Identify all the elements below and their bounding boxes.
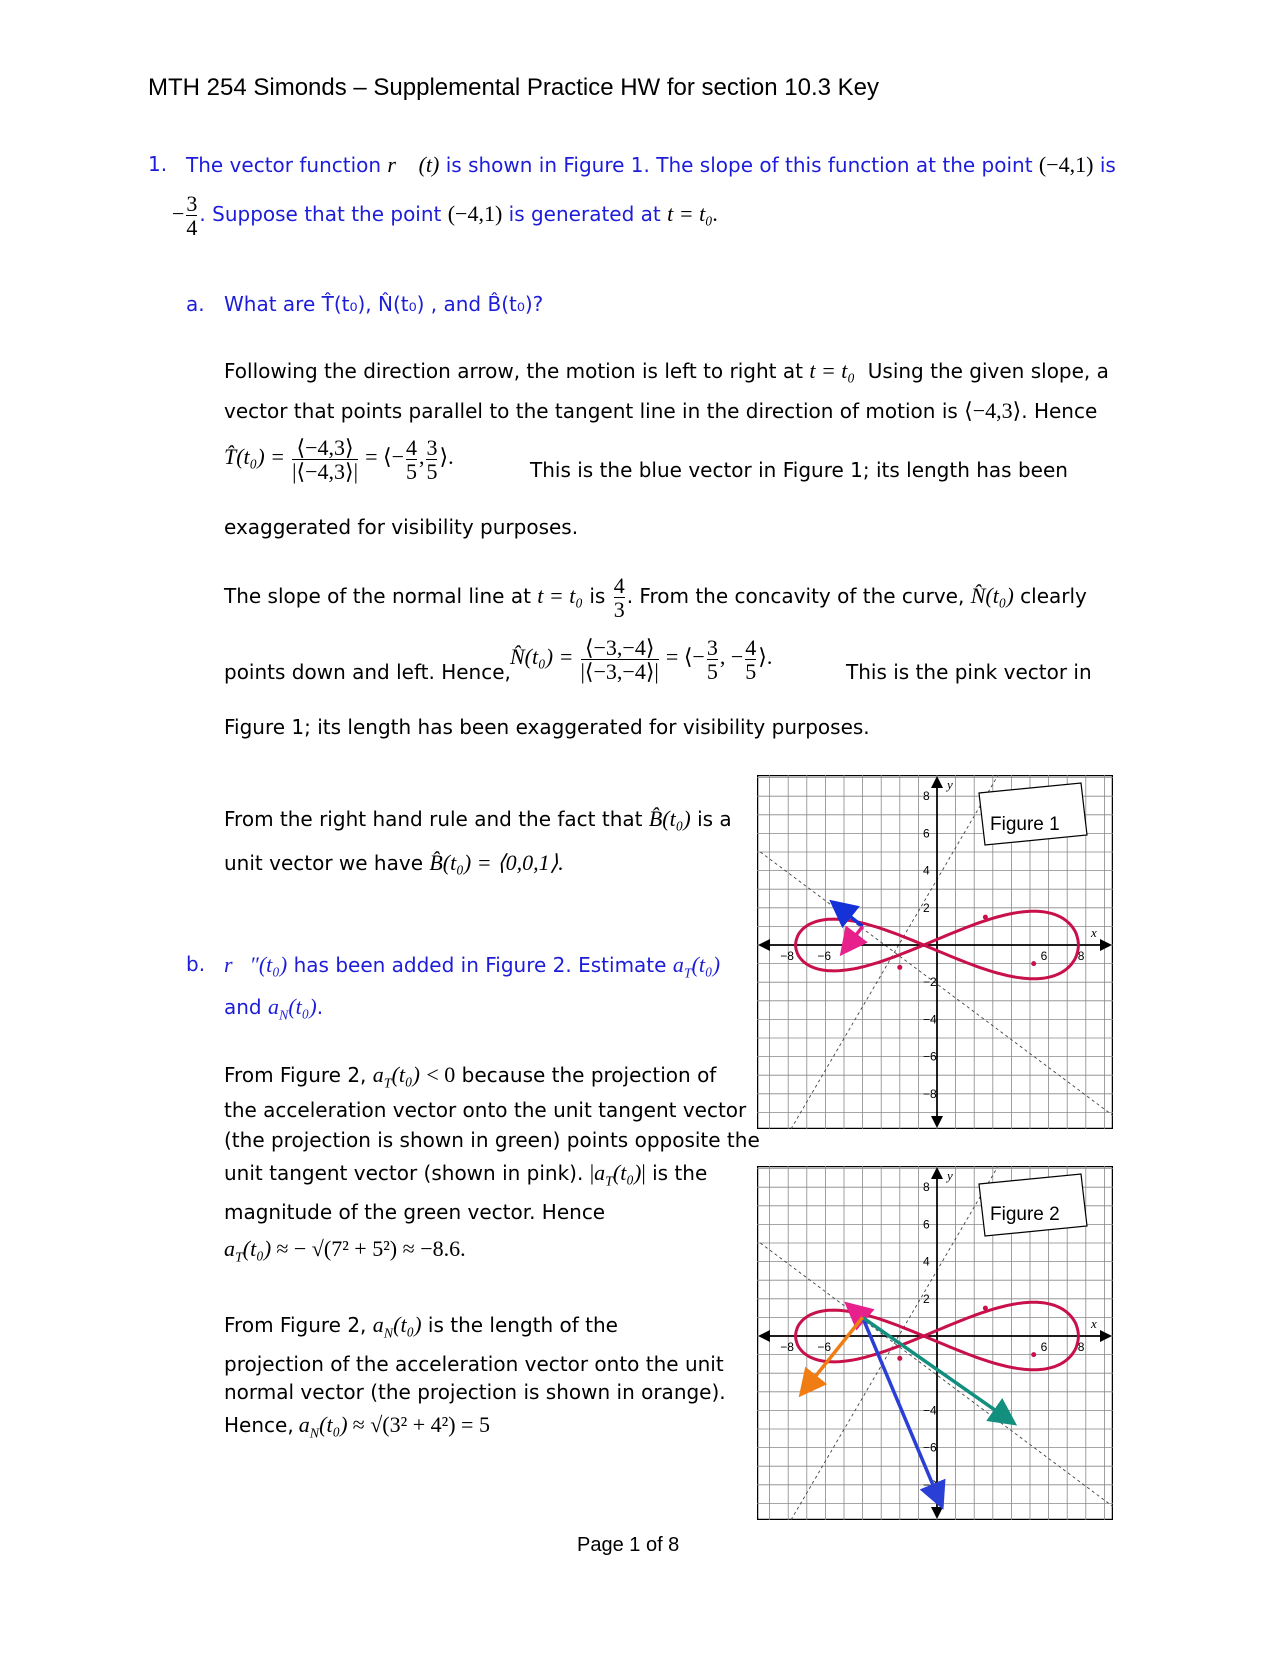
fig2-x-tick-label: 8 (1077, 1340, 1085, 1354)
fig1-x-tick-label: 6 (1040, 949, 1048, 963)
fig2-y-tick-label: −6 (923, 1440, 937, 1455)
aN-estimate: Hence, $a_N(t_0) \approx √(3^2 + 4^2) = 5$ (224, 1412, 490, 1442)
part-a-para1-line1: Following the direction arrow, the motion is left to right at t = t₀ Using the given slope, a (224, 358, 1109, 383)
fig2-direction-mark (1031, 1352, 1036, 1357)
normal-explanation: This is the pink vector in (846, 660, 1092, 684)
problem-number: 1. (148, 152, 168, 176)
aT-para-line5: magnitude of the green vector. Hence (224, 1200, 606, 1224)
fig2-x-tick-label: −6 (817, 1340, 832, 1354)
page-number: Page 1 of 8 (577, 1534, 680, 1556)
fig1-y-tick-label: −4 (923, 1012, 937, 1027)
fig1-y-tick-label: −8 (923, 1086, 937, 1101)
binormal-line2: unit vector we have B̂(t₀) = ⟨0,0,1⟩. (224, 850, 564, 875)
fig1-y-label: y (947, 777, 953, 792)
part-a-label: a. (186, 292, 205, 316)
normal-slope-line: The slope of the normal line at t = t₀ is $\frac{4}{3}$ . From the concavity of the curve, N̂(t₀) clearly (224, 573, 1087, 623)
fig1-y-tick-label: 2 (923, 900, 930, 915)
problem-statement-line2: − $\frac{3}{4}$ . Suppose that the point (−4,1) is generated at t = t₀. (172, 191, 719, 241)
binormal-line1: From the right hand rule and the fact that B̂(t₀) is a (224, 806, 732, 831)
fig2-x-label: x (1091, 1316, 1097, 1331)
part-b-label: b. (186, 952, 206, 976)
normal-line2-text: points down and left. Hence, (224, 660, 511, 684)
fig1-direction-mark (897, 965, 902, 970)
problem-statement-line1: The vector function r⃗ (t) is shown in Figure 1. The slope of this function at the point (−4,1) is (186, 152, 1116, 177)
aT-para-line3: (the projection is shown in green) points opposite the (224, 1128, 760, 1152)
fig1-y-tick-label: 4 (923, 863, 930, 878)
part-a-para1-line2: vector that points parallel to the tangent line in the direction of motion is ⟨−4,3⟩. Hence (224, 398, 1098, 423)
part-b-question-line1: r⃗″(t₀) has been added in Figure 2. Estimate $a_T(t_0)$ (224, 952, 721, 982)
figure-1-label: Figure 1 (990, 814, 1060, 835)
fig2-y-tick-label: 8 (923, 1180, 930, 1195)
fig1-x-label: x (1091, 925, 1097, 940)
part-a-question: What are T̂(t₀), N̂(t₀) , and B̂(t₀)? (224, 292, 544, 316)
fig2-x-tick-label: 6 (1040, 1340, 1048, 1354)
fig1-y-tick-label: 6 (923, 826, 930, 841)
fig2-y-tick-label: −8 (923, 1477, 937, 1492)
aT-para-line4: unit tangent vector (shown in pink). $|a_T(t_0)|$ is the (224, 1160, 708, 1190)
fig1-x-tick-label: −6 (817, 949, 832, 963)
unit-tangent-equation: T̂(t₀) = $\frac{⟨-4,3⟩}{|⟨-4,3⟩|}$ = ⟨− $\frac{4}{5}$ , $\frac{3}{5}$ ⟩. (224, 435, 454, 485)
fig1-direction-mark (983, 915, 988, 920)
unit-normal-equation: N̂(t₀) = $\frac{⟨-3,-4⟩}{|⟨-3,-4⟩|}$ = ⟨− $\frac{3}{5}$ , − $\frac{4}{5}$ ⟩. (510, 635, 773, 685)
fig2-x-tick-label: −8 (780, 1340, 794, 1354)
fig1-y-tick-label: −2 (923, 975, 937, 990)
fig2-y-tick-label: −4 (923, 1403, 937, 1418)
aN-para-line1: From Figure 2, $a_N(t_0)$ is the length of the (224, 1312, 618, 1342)
aT-para-line1: From Figure 2, $a_T(t_0) < 0$ because the projection of (224, 1062, 717, 1092)
aN-para-line2: projection of the acceleration vector onto the unit (224, 1352, 724, 1376)
fig2-direction-mark (897, 1356, 902, 1361)
fig1-x-tick-label: −8 (780, 949, 794, 963)
fig1-x-tick-label: 8 (1077, 949, 1085, 963)
tangent-explanation: This is the blue vector in Figure 1; its length has been (530, 458, 1068, 482)
fig2-y-label: y (947, 1168, 953, 1183)
page-title: MTH 254 Simonds – Supplemental Practice HW for section 10.3 Key (148, 74, 879, 101)
aT-estimate: $a_T(t_0)$ ≈ − √(7² + 5²) ≈ −8.6. (224, 1236, 466, 1266)
fig2-y-tick-label: 4 (923, 1254, 930, 1269)
fig1-y-tick-label: −6 (923, 1049, 937, 1064)
fig1-direction-mark (1031, 961, 1036, 966)
fig2-y-tick-label: 2 (923, 1291, 930, 1306)
tangent-explanation-2: exaggerated for visibility purposes. (224, 515, 579, 539)
aN-para-line3: normal vector (the projection is shown in orange). (224, 1380, 726, 1404)
fig2-y-tick-label: 6 (923, 1217, 930, 1232)
normal-explanation-2: Figure 1; its length has been exaggerated for visibility purposes. (224, 715, 870, 739)
fig2-direction-mark (983, 1306, 988, 1311)
fig1-y-tick-label: 8 (923, 789, 930, 804)
part-b-question-line2: and $a_N(t_0)$. (224, 994, 324, 1024)
aT-para-line2: the acceleration vector onto the unit tangent vector (224, 1098, 747, 1122)
figure-2-label: Figure 2 (990, 1204, 1060, 1225)
